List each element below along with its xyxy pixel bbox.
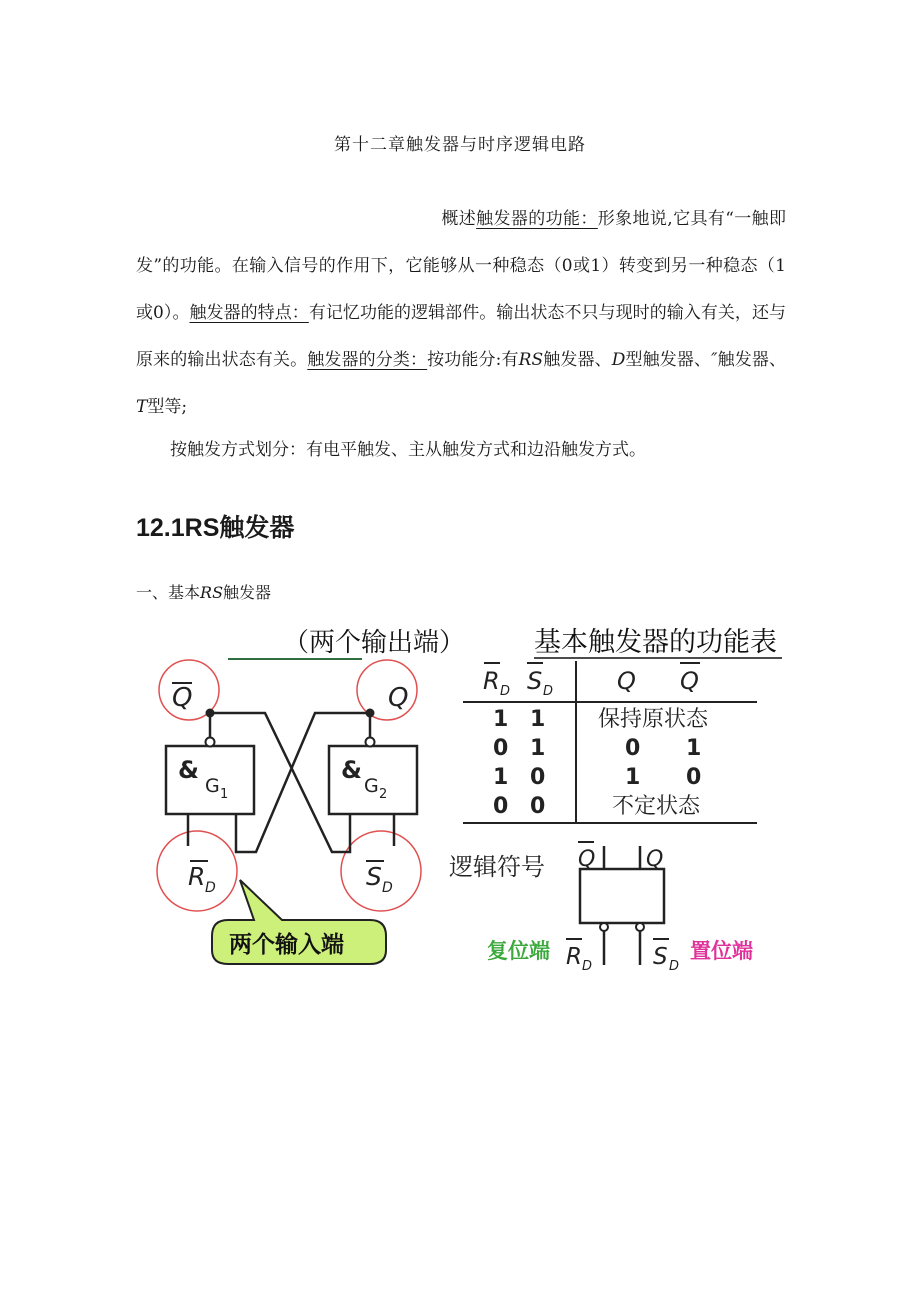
table-title: 基本触发器的功能表 xyxy=(534,627,777,658)
ls-sd-subscript: D xyxy=(669,959,680,974)
rd-label: R xyxy=(188,862,206,891)
th-qbar: Q xyxy=(680,667,699,695)
row4-out: 不定状态 xyxy=(612,794,701,819)
ls-rd-bubble xyxy=(600,923,608,931)
class-text: 型等; xyxy=(147,397,188,417)
subsection-suffix: 触发器 xyxy=(223,583,272,602)
q-label: Q xyxy=(388,683,409,713)
row1-out: 保持原状态 xyxy=(598,707,709,732)
row3-qbar: 0 xyxy=(686,765,702,790)
feat-text: 有记忆功能的逻辑部件。输出状态不只与现时的输入有关，还与原来的输出状态有关。 xyxy=(136,303,786,370)
set-label: 置位端 xyxy=(690,939,753,963)
ls-sd-label: S xyxy=(653,944,668,970)
logic-symbol-label: 逻辑符号 xyxy=(449,853,545,881)
th-sd-sub: D xyxy=(543,684,554,699)
g1-junction-dot xyxy=(206,709,215,718)
row3-sd: 0 xyxy=(530,765,546,790)
th-q: Q xyxy=(617,667,636,695)
th-sd: S xyxy=(527,667,543,695)
row2-sd: 1 xyxy=(530,736,546,761)
class-text: 触发器、 xyxy=(543,350,612,370)
intro-lead: 概述 xyxy=(441,209,477,229)
class-rs: RS xyxy=(518,350,544,370)
row1-sd: 1 xyxy=(530,707,546,732)
g2-inversion-bubble xyxy=(366,738,375,747)
row3-rd: 1 xyxy=(493,765,509,790)
section-heading: 12.1RS触发器 xyxy=(136,514,295,542)
g2-and-symbol: & xyxy=(341,756,362,784)
func-label: 触发器的功能： xyxy=(476,209,598,229)
row2-qbar: 1 xyxy=(686,736,702,761)
sd-subscript: D xyxy=(382,880,393,896)
class-text: 触发器、 xyxy=(717,350,787,370)
two-inputs-label: 两个输入端 xyxy=(229,932,344,958)
logic-symbol-box xyxy=(580,869,664,923)
subsection-prefix: 一、基本 xyxy=(136,583,201,602)
feat-label: 触发器的特点： xyxy=(189,303,309,323)
class-text: 型触发器、 xyxy=(625,350,712,370)
sd-label: S xyxy=(366,862,382,891)
func-text: 形象地说,它具有“一触即发”的功能。在输入信号的作用下，它能够从一种稳态（0或1）转变到另一种稳态（1或0）。 xyxy=(136,209,787,323)
class-d: D xyxy=(611,350,626,370)
two-outputs-label: （两个输出端） xyxy=(283,628,466,658)
row2-rd: 0 xyxy=(493,736,509,761)
class-t: T xyxy=(136,397,148,417)
rd-subscript: D xyxy=(205,880,216,896)
row2-q: 0 xyxy=(625,736,641,761)
subsection-rs: RS xyxy=(200,583,224,602)
qbar-label: Q xyxy=(172,683,193,713)
ls-rd-label: R xyxy=(566,944,582,970)
row3-q: 1 xyxy=(625,765,641,790)
row4-sd: 0 xyxy=(530,794,546,819)
ls-qbar-label: Q xyxy=(578,847,596,872)
g2-subscript: 2 xyxy=(379,787,388,802)
class-label: 触发器的分类： xyxy=(307,350,428,370)
table-body xyxy=(493,707,709,819)
ls-q-label: Q xyxy=(646,847,664,872)
g2-name: G xyxy=(364,775,379,797)
function-table xyxy=(463,661,757,823)
g2-junction-dot xyxy=(366,709,375,718)
class-jk: ″ xyxy=(711,350,718,370)
reset-label: 复位端 xyxy=(487,939,550,963)
g1-and-symbol: & xyxy=(178,756,199,784)
row4-rd: 0 xyxy=(493,794,509,819)
g1-name: G xyxy=(205,775,220,797)
trigger-mode-paragraph: 按触发方式划分：有电平触发、主从触发方式和边沿触发方式。 xyxy=(170,440,646,460)
chapter-title: 第十二章触发器与时序逻辑电路 xyxy=(334,135,586,155)
row1-rd: 1 xyxy=(493,707,509,732)
g1-subscript: 1 xyxy=(220,787,229,802)
th-rd: R xyxy=(483,667,500,695)
th-rd-sub: D xyxy=(500,684,511,699)
ls-sd-bubble xyxy=(636,923,644,931)
ls-rd-subscript: D xyxy=(582,959,593,974)
g1-inversion-bubble xyxy=(206,738,215,747)
class-text: 按功能分:有 xyxy=(427,350,519,370)
